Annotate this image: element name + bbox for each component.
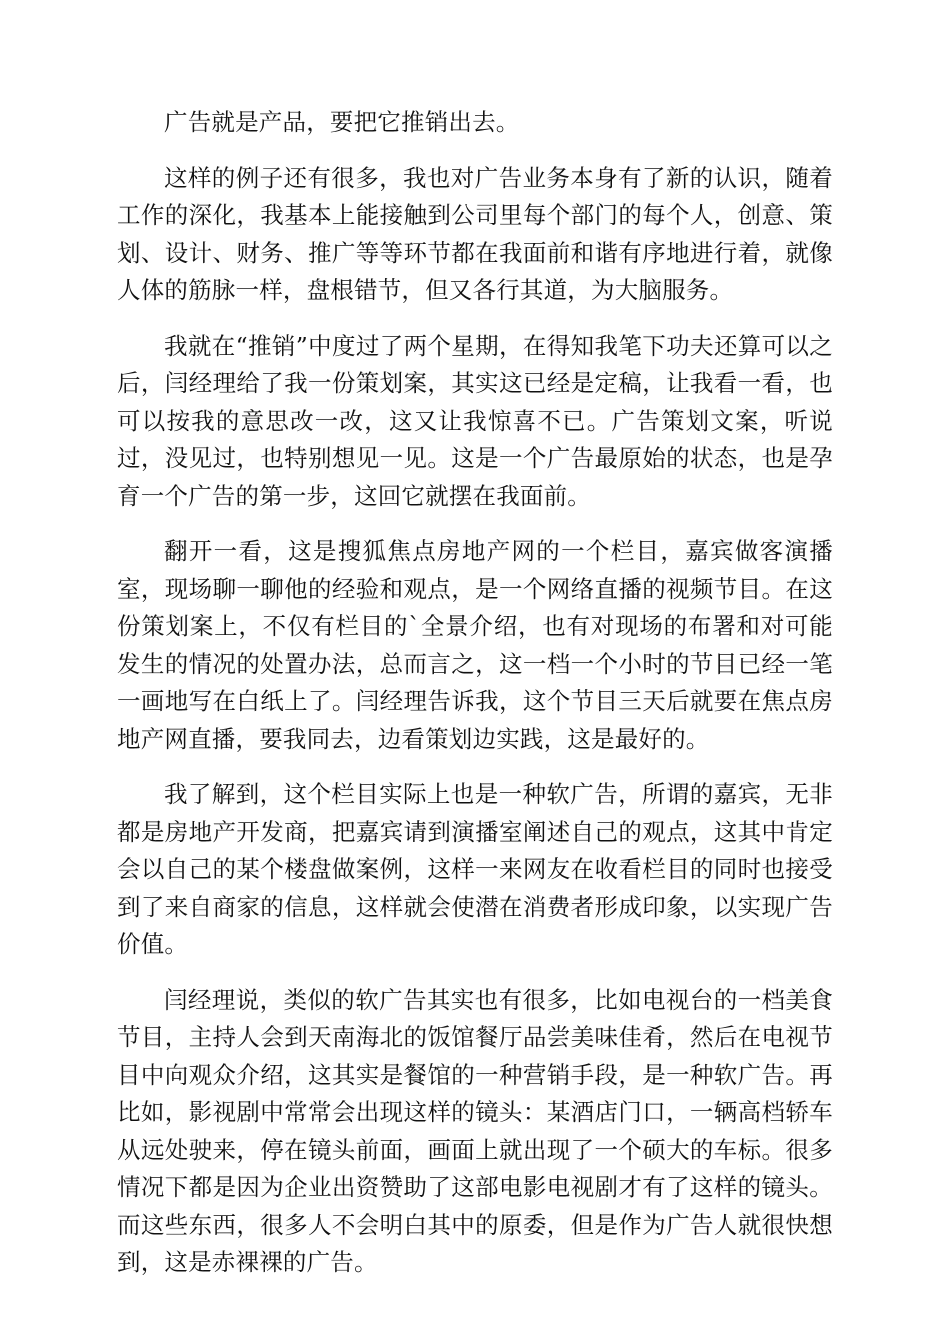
paragraph-2: 这样的例子还有很多，我也对广告业务本身有了新的认识，随着工作的深化，我基本上能接触到公司里每个部门的每个人，创意、策划、设计、财务、推广等等环节都在我面前和谐有序地进行着，就像人体的筋脉一样，盘根错节，但又各行其道，为大脑服务。 xyxy=(117,163,833,304)
paragraph-3: 我就在“推销”中度过了两个星期，在得知我笔下功夫还算可以之后，闫经理给了我一份策划案，其实这已经是定稿，让我看一看，也可以按我的意思改一改，这又让我惊喜不已。广告策划文案，听说过，没见过，也特别想见一见。这是一个广告最原始的状态，也是孕育一个广告的第一步，这回它就摆在我面前。 xyxy=(117,331,833,510)
document-body xyxy=(117,104,833,1300)
paragraph-6: 闫经理说，类似的软广告其实也有很多，比如电视台的一档美食节目，主持人会到天南海北的饭馆餐厅品尝美味佳肴，然后在电视节目中向观众介绍，这其实是餐馆的一种营销手段，是一种软广告。再比如，影视剧中常常会出现这样的镜头：某酒店门口，一辆高档轿车从远处驶来，停在镜头前面，画面上就出现了一个硕大的车标。很多情况下都是因为企业出资赞助了这部电影电视剧才有了这样的镜头。而这些东西，很多人不会明白其中的原委，但是作为广告人就很快想到，这是赤裸裸的广告。 xyxy=(117,985,833,1276)
paragraph-5: 我了解到，这个栏目实际上也是一种软广告，所谓的嘉宾，无非都是房地产开发商，把嘉宾请到演播室阐述自己的观点，这其中肯定会以自己的某个楼盘做案例，这样一来网友在收看栏目的同时也接受到了来自商家的信息，这样就会使潜在消费者形成印象，以实现广告价值。 xyxy=(117,780,833,958)
paragraph-4: 翻开一看，这是搜狐焦点房地产网的一个栏目，嘉宾做客演播室，现场聊一聊他的经验和观点，是一个网络直播的视频节目。在这份策划案上，不仅有栏目的`全景介绍，也有对现场的布署和对可能发生的情况的处置办法，总而言之，这一档一个小时的节目已经一笔一画地写在白纸上了。闫经理告诉我，这个节目三天后就要在焦点房地产网直播，要我同去，边看策划边实践，这是最好的。 xyxy=(117,537,833,753)
paragraph-1: 广告就是产品，要把它推销出去。 xyxy=(164,108,520,136)
